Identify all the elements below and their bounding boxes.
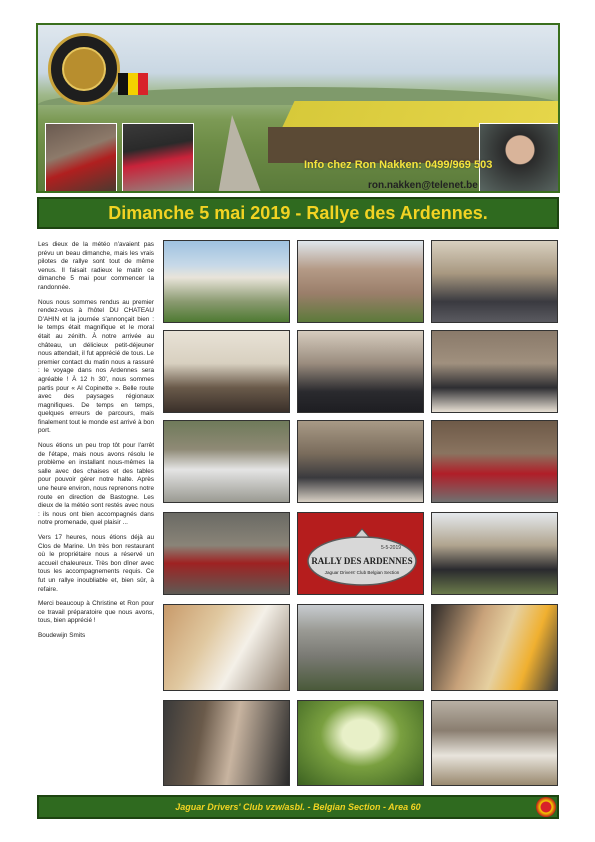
header-photo-red-shoes bbox=[122, 123, 194, 193]
header-landscape-photo bbox=[36, 23, 560, 193]
contact-email[interactable]: ron.nakken@telenet.be bbox=[368, 180, 478, 191]
contact-info: Info chez Ron Nakken: 0499/969 503 bbox=[304, 159, 493, 171]
page-title: Dimanche 5 mai 2019 - Rallye des Ardennes. bbox=[108, 202, 488, 223]
header-photo-vintage-car bbox=[45, 123, 117, 193]
belgian-flag bbox=[118, 73, 148, 95]
footer-bar bbox=[37, 795, 559, 819]
photo-drinks-group bbox=[163, 604, 290, 691]
photo-silver-jaguar-xj bbox=[163, 420, 290, 503]
photo-castle-courtyard bbox=[297, 604, 424, 691]
title-banner bbox=[37, 197, 559, 229]
photo-hall-gathering bbox=[431, 240, 558, 323]
article-paragraph: Nous étions un peu trop tôt pour l'arrêt de l'étape, mais nous avons résolu le problème en installant nous-mêmes la salle avec des chaises et des tables pour pouvoir gérer notre halte. Après une heure environ, nous reprenons notre route en direction de Bastogne. Les dieux de la météo sont restés avec nous : ils nous ont bien accompagnés dans notre promenade, quel plaisir ... bbox=[38, 442, 154, 527]
photo-beer-toast bbox=[431, 604, 558, 691]
club-logo bbox=[48, 33, 120, 105]
photo-forest-road bbox=[297, 700, 424, 786]
article-paragraph: Merci beaucoup à Christine et Ron pour ce travail préparatoire que nous avons, tous, bien apprécié ! bbox=[38, 600, 154, 625]
header-photo-ron-nakken bbox=[479, 123, 560, 193]
article-paragraph: Nous nous sommes rendus au premier rendez-vous à l'hôtel DU CHATEAU D'AHIN et la journée s'annonçait bien : le temps était magnifique et le moral était au zénith. À notre arrivée au château, un délicieux petit-déjeuner nous attendait, il fut apprécié de tous. Le premier contact du matin nous a rassuré : le voyage dans nos Ardennes sera agréable ! À 12 h 30', nous sommes partis pour « Al Copinette ». Belle route avec des paysages régionaux magnifiques. De temps en temps, quelques erreurs de parcours, mais finalement tout le monde est arrivé à bon port. bbox=[38, 298, 154, 435]
country-road bbox=[218, 115, 262, 193]
plaque-date: 5-5-2019 bbox=[381, 545, 402, 551]
article-paragraph: Les dieux de la météo n'avaient pas prévu un beau dimanche, mais les vrais pilotes de rallye sont tout de même venus. Il faisait radieux le matin ce dimanche 5 mai pour commencer la randonnée. bbox=[38, 241, 154, 291]
photo-parked-cars-barn bbox=[431, 512, 558, 595]
photo-red-e-type-courtyard bbox=[163, 512, 290, 595]
photo-buffet bbox=[431, 700, 558, 786]
photo-chateau-dahin bbox=[297, 240, 424, 323]
photo-red-e-type-roadster bbox=[431, 420, 558, 503]
footer-text: Jaguar Drivers' Club vzw/asbl. - Belgian Section - Area 60 bbox=[175, 802, 421, 812]
photo-table-guests bbox=[431, 330, 558, 413]
plaque-title: RALLY DES ARDENNES bbox=[311, 556, 413, 566]
photo-hotel-exterior bbox=[163, 240, 290, 323]
photo-members-talking bbox=[163, 700, 290, 786]
footer-area-emblem bbox=[536, 797, 556, 817]
photo-dining-table-2 bbox=[297, 420, 424, 503]
plaque-subtitle: Jaguar Drivers' Club Belgian Section bbox=[324, 570, 400, 575]
article-paragraph: Vers 17 heures, nous étions déjà au Clos de Marine. Un très bon restaurant où le propriétaire nous a réservé un accueil chaleureux. Très bon dîner avec tous les accompagnements requis. Ce fut un rallye inoubliable et, bien sûr, à refaire. bbox=[38, 534, 154, 593]
photo-breakfast-room bbox=[163, 330, 290, 413]
rally-plaque-graphic bbox=[305, 527, 419, 589]
photo-dining-table-1 bbox=[297, 330, 424, 413]
article-signature: Boudewijn Smits bbox=[38, 631, 86, 639]
article-text bbox=[38, 241, 154, 647]
